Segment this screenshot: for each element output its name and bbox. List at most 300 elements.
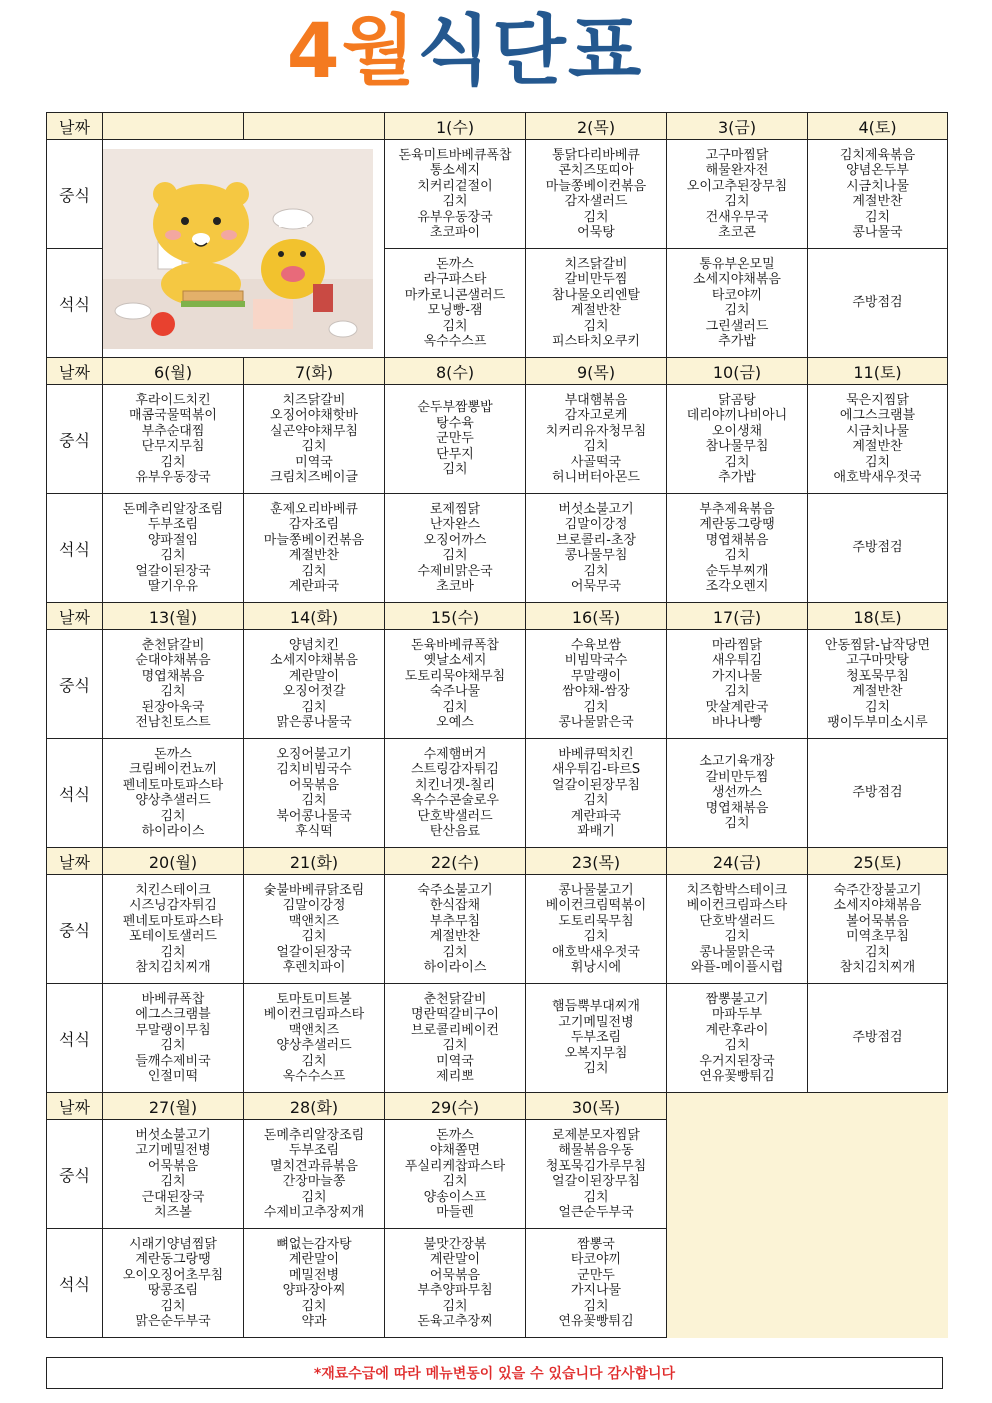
menu-item: 수제비맑은국	[417, 563, 493, 579]
menu-item: 건새우무국	[705, 209, 769, 225]
menu-item: 베이컨크림파스타	[686, 898, 788, 913]
date-cell: 16(목)	[526, 603, 667, 630]
menu-item: 김치	[442, 699, 468, 715]
lunch-menu-cell	[385, 1120, 526, 1229]
illustration-cell	[103, 140, 385, 358]
lunch-menu-cell	[667, 385, 808, 494]
date-cell: 15(수)	[385, 603, 526, 630]
lunch-row	[47, 385, 948, 494]
menu-item: 오징어불고기	[276, 746, 352, 762]
dinner-label: 석식	[47, 249, 103, 358]
menu-item: 짬뽕불고기	[705, 991, 769, 1007]
menu-item: 크림베이컨뇨끼	[129, 762, 217, 777]
menu-item: 계절반찬	[852, 194, 903, 209]
menu-item: 에그스크램블	[839, 408, 916, 423]
menu-item: 된장아욱국	[141, 699, 205, 715]
menu-item: 시금치나물	[846, 423, 909, 439]
dinner-menu-cell	[526, 739, 667, 848]
menu-item: 펜네토마토파스타	[122, 913, 224, 929]
menu-item: 근대된장국	[141, 1189, 205, 1205]
menu-item: 김말이강정	[282, 898, 346, 913]
menu-item: 미역초무침	[846, 929, 909, 944]
lunch-menu-cell	[808, 630, 948, 739]
menu-item: 한식잡채	[429, 898, 481, 913]
menu-item: 오이생채	[711, 423, 763, 439]
menu-item: 탄산음료	[429, 824, 481, 839]
date-row	[47, 113, 948, 140]
menu-item: 수제햄버거	[423, 746, 487, 762]
date-cell: 30(목)	[526, 1093, 667, 1120]
menu-item: 포테이토샐러드	[129, 929, 217, 944]
menu-item: 초코콘	[718, 225, 756, 240]
menu-item: 옥수수스프	[282, 1069, 346, 1084]
menu-item: 야채쫄면	[429, 1143, 481, 1158]
date-label: 날짜	[47, 1093, 103, 1120]
menu-item: 김치	[724, 303, 750, 318]
date-cell: 11(토)	[808, 358, 948, 385]
menu-item: 돈메추리알장조림	[263, 1127, 365, 1143]
dinner-menu-cell	[385, 1229, 526, 1338]
footer-notice: *재료수급에 따라 메뉴변동이 있을 수 있습니다 감사합니다	[46, 1357, 943, 1389]
title-main: 식단표	[417, 6, 644, 95]
menu-item: 돈까스	[436, 256, 474, 272]
date-cell: 1(수)	[385, 113, 526, 140]
menu-item: 김치	[583, 699, 609, 715]
menu-item: 계란동그랑땡	[699, 517, 775, 532]
menu-item: 조각오렌지	[705, 579, 769, 594]
menu-item: 김치	[583, 209, 609, 225]
lunch-menu-cell	[808, 385, 948, 494]
menu-item: 김치	[442, 194, 468, 209]
menu-item: 김치	[160, 454, 186, 470]
lunch-menu-cell	[103, 1120, 244, 1229]
menu-item: 김치	[583, 1061, 609, 1077]
menu-item: 팽이두부미소시루	[827, 715, 928, 730]
menu-item: 김치	[864, 209, 891, 225]
menu-item: 양념치킨	[288, 637, 340, 653]
menu-item: 초코바	[436, 579, 474, 594]
menu-item: 김치	[160, 1038, 186, 1053]
lunch-menu-cell	[526, 385, 667, 494]
menu-item: 고기메밀전병	[558, 1014, 634, 1030]
date-cell: 3(금)	[667, 113, 808, 140]
lunch-menu-cell	[385, 630, 526, 739]
dinner-menu-cell	[244, 1229, 385, 1338]
menu-item: 마라찜닭	[711, 637, 763, 653]
menu-item: 치킨너겟-칠리	[414, 777, 496, 793]
menu-item: 옥수수콘술로우	[411, 793, 499, 808]
menu-item: 해물완자전	[705, 163, 769, 178]
menu-item: 김치	[442, 1298, 468, 1314]
menu-item: 추가밥	[718, 470, 756, 485]
menu-item: 실곤약야채무침	[270, 423, 358, 439]
menu-item: 북어콩나물국	[276, 808, 352, 824]
menu-item: 얼갈이된장무침	[552, 777, 640, 793]
menu-item: 숯불바베큐닭조림	[263, 882, 365, 898]
menu-item: 시금치나물	[846, 178, 909, 194]
menu-item: 콩나물국	[852, 225, 903, 240]
menu-item: 도토리묵야채무침	[404, 668, 506, 684]
menu-item: 김치	[724, 684, 750, 699]
menu-item: 간장마늘쫑	[282, 1174, 346, 1189]
menu-item: 콩나물무침	[564, 548, 628, 563]
menu-item: 청포묵무침	[846, 668, 909, 684]
menu-item: 김치	[583, 1298, 609, 1314]
menu-item: 김치	[160, 548, 186, 563]
lunch-menu-cell	[244, 630, 385, 739]
lunch-menu-cell	[667, 140, 808, 249]
menu-item: 부추제육볶음	[699, 501, 775, 517]
menu-item: 주방점검	[852, 540, 903, 556]
menu-item: 애호박새우젓국	[552, 944, 640, 960]
menu-item: 콩나물맑은국	[699, 944, 775, 960]
menu-item: 멸치견과류볶음	[270, 1158, 358, 1174]
date-label: 날짜	[47, 113, 103, 140]
menu-item: 계란말이	[288, 1252, 340, 1267]
menu-item: 데리야끼나비아니	[686, 408, 788, 423]
menu-item: 김치	[442, 318, 468, 334]
menu-item: 베이컨크림떡볶이	[545, 898, 647, 913]
menu-item: 소고기육개장	[699, 754, 775, 770]
date-cell: 25(토)	[808, 848, 948, 875]
menu-item: 유부우동장국	[417, 209, 493, 225]
menu-item: 김치	[864, 699, 891, 715]
menu-item: 감자고로케	[564, 408, 628, 423]
dinner-menu-cell	[385, 984, 526, 1093]
menu-item: 스트링감자튀김	[411, 762, 499, 777]
date-cell: 29(수)	[385, 1093, 526, 1120]
dinner-row	[47, 494, 948, 603]
menu-item: 계절반찬	[570, 303, 622, 318]
date-cell: 6(월)	[103, 358, 244, 385]
page-title	[0, 6, 930, 96]
lunch-menu-cell	[526, 140, 667, 249]
dinner-menu-cell	[103, 494, 244, 603]
menu-item: 참나물무침	[705, 439, 769, 454]
lunch-menu-cell	[385, 140, 526, 249]
date-cell: 13(월)	[103, 603, 244, 630]
empty-cell	[667, 1093, 808, 1338]
menu-item: 토마토미트볼	[276, 991, 352, 1007]
dinner-row	[47, 739, 948, 848]
menu-item: 뼈없는감자탕	[276, 1236, 352, 1252]
menu-item: 바나나빵	[711, 715, 763, 730]
menu-item: 그린샐러드	[705, 318, 769, 334]
menu-item: 어묵무국	[570, 579, 622, 594]
menu-item: 김치	[583, 563, 609, 579]
menu-item: 맑은콩나물국	[276, 715, 352, 730]
menu-item: 맛살계란국	[705, 699, 769, 715]
lunch-menu-cell	[667, 630, 808, 739]
menu-item: 감자조림	[288, 517, 340, 532]
menu-item: 고기메밀전병	[135, 1143, 211, 1158]
menu-item: 휘낭시에	[570, 960, 622, 975]
menu-item: 맥앤치즈	[288, 913, 340, 929]
menu-item: 김치	[864, 944, 891, 960]
menu-item: 계란파국	[570, 808, 622, 824]
menu-item: 김치	[301, 1053, 327, 1069]
menu-item: 계란말이	[288, 668, 340, 684]
menu-item: 김치	[301, 793, 327, 808]
bear-chef-illustration	[103, 149, 373, 349]
menu-item: 치즈함박스테이크	[686, 882, 788, 898]
menu-item: 타코야끼	[570, 1252, 622, 1267]
menu-item: 초코파이	[429, 225, 481, 240]
title-month: 4월	[286, 6, 418, 95]
menu-item: 푸실리케찹파스타	[404, 1158, 506, 1174]
menu-item: 콩나물맑은국	[558, 715, 634, 730]
lunch-menu-cell	[103, 875, 244, 984]
menu-item: 주방점검	[852, 785, 903, 801]
menu-item: 김치	[301, 1189, 327, 1205]
menu-item: 돈육바베큐폭찹	[411, 637, 499, 653]
menu-item: 어묵볶음	[429, 1267, 481, 1283]
dinner-label: 석식	[47, 984, 103, 1093]
menu-item: 오예스	[436, 715, 474, 730]
menu-item: 두부조림	[570, 1030, 622, 1046]
menu-item: 김치	[301, 439, 327, 454]
menu-item: 우거지된장국	[699, 1053, 775, 1069]
menu-item: 콘치즈또띠아	[558, 163, 634, 178]
dinner-menu-cell	[667, 739, 808, 848]
menu-item: 오이고추된장무침	[686, 178, 788, 194]
menu-item: 마카로니콘샐러드	[404, 287, 506, 303]
menu-item: 순두부찌개	[705, 563, 769, 579]
menu-item: 피스타치오쿠키	[552, 334, 640, 349]
menu-item: 치킨스테이크	[135, 882, 211, 898]
menu-item: 김치	[442, 944, 468, 960]
menu-item: 얼갈이된장국	[276, 944, 352, 960]
menu-item: 바베큐떡치킨	[558, 746, 634, 762]
menu-item: 타코야끼	[711, 287, 763, 303]
dinner-menu-cell	[385, 739, 526, 848]
menu-item: 김치	[442, 548, 468, 563]
lunch-label: 중식	[47, 385, 103, 494]
lunch-menu-cell	[808, 140, 948, 249]
dinner-menu-cell	[103, 739, 244, 848]
menu-item: 통닭다리바베큐	[552, 147, 640, 163]
menu-item: 쌈야채-쌈장	[562, 684, 630, 699]
menu-item: 치커리유자청무침	[545, 423, 647, 439]
menu-item: 통소세지	[429, 163, 481, 178]
menu-item: 무말랭이	[570, 668, 622, 684]
menu-item: 마들렌	[436, 1205, 474, 1220]
menu-item: 김말이강정	[564, 517, 628, 532]
lunch-menu-cell	[667, 875, 808, 984]
menu-item: 계란후라이	[705, 1022, 769, 1038]
menu-item: 시래기양념찜닭	[129, 1236, 217, 1252]
lunch-menu-cell	[385, 875, 526, 984]
menu-item: 제리뽀	[436, 1069, 474, 1084]
meal-plan-table	[46, 112, 948, 1338]
menu-item: 양상추샐러드	[276, 1038, 352, 1053]
menu-item: 모닝빵-잼	[427, 303, 483, 318]
menu-item: 돈육미트바베큐폭찹	[398, 147, 512, 163]
menu-item: 계란말이	[429, 1252, 481, 1267]
menu-item: 주방점검	[852, 1030, 903, 1046]
date-cell: 17(금)	[667, 603, 808, 630]
menu-item: 갈비만두찜	[564, 272, 628, 287]
menu-item: 계란동그랑땡	[135, 1252, 211, 1267]
menu-item: 명엽채볶음	[705, 532, 769, 548]
menu-item: 추가밥	[718, 334, 756, 349]
menu-item: 비빔막국수	[564, 653, 628, 668]
menu-item: 닭곰탕	[718, 392, 756, 408]
dinner-menu-cell	[526, 249, 667, 358]
menu-item: 연유꽃빵튀김	[558, 1314, 634, 1329]
menu-item: 미역국	[295, 454, 333, 470]
menu-item: 애호박새우젓국	[833, 470, 922, 485]
menu-item: 돈육고추장찌	[417, 1314, 493, 1329]
menu-item: 김치제육볶음	[839, 147, 916, 163]
menu-item: 고구마맛탕	[846, 653, 909, 668]
date-cell: 27(월)	[103, 1093, 244, 1120]
menu-item: 김치	[301, 929, 327, 944]
menu-item: 오징어젓갈	[282, 684, 346, 699]
dinner-menu-cell	[667, 984, 808, 1093]
date-cell	[244, 113, 385, 140]
menu-item: 맑은순두부국	[135, 1314, 211, 1329]
menu-item: 치즈닭갈비	[282, 392, 346, 408]
date-cell: 22(수)	[385, 848, 526, 875]
menu-item: 볼어묵볶음	[846, 913, 909, 929]
menu-item: 김치	[442, 1038, 468, 1053]
menu-item: 브로콜리-초장	[555, 532, 637, 548]
menu-item: 수육보쌈	[570, 637, 622, 653]
menu-item: 무말랭이무침	[135, 1022, 211, 1038]
menu-item: 두부조림	[288, 1143, 340, 1158]
menu-item: 맥앤치즈	[288, 1022, 340, 1038]
menu-item: 군만두	[577, 1267, 615, 1283]
date-cell: 2(목)	[526, 113, 667, 140]
date-cell: 4(토)	[808, 113, 948, 140]
menu-item: 안동찜닭-납작당면	[824, 637, 931, 653]
dinner-menu-cell	[244, 494, 385, 603]
dinner-menu-cell	[103, 1229, 244, 1338]
menu-item: 버섯소불고기	[558, 501, 634, 517]
menu-item: 김치	[583, 318, 609, 334]
date-row	[47, 603, 948, 630]
menu-item: 새우튀김	[711, 653, 763, 668]
menu-item: 김치	[442, 462, 468, 478]
menu-item: 김치	[160, 1174, 186, 1189]
menu-item: 치커리겉절이	[417, 178, 493, 194]
date-cell	[103, 113, 244, 140]
menu-item: 꽈배기	[577, 824, 615, 839]
lunch-label: 중식	[47, 875, 103, 984]
menu-item: 계절반찬	[852, 684, 903, 699]
menu-item: 단무지	[436, 446, 474, 462]
menu-item: 바베큐폭찹	[141, 991, 205, 1007]
menu-item: 수제비고추장찌개	[263, 1205, 365, 1220]
lunch-menu-cell	[808, 875, 948, 984]
menu-item: 주방점검	[852, 295, 903, 311]
menu-item: 얼갈이된장무침	[552, 1174, 640, 1189]
menu-item: 참치김치찌개	[839, 960, 916, 975]
menu-item: 옛날소세지	[423, 653, 487, 668]
empty-cell	[808, 1093, 948, 1338]
menu-item: 크림치즈베이글	[270, 470, 358, 485]
menu-item: 어묵탕	[577, 225, 615, 240]
lunch-row	[47, 140, 948, 249]
dinner-menu-cell	[526, 494, 667, 603]
dinner-menu-cell	[808, 739, 948, 848]
menu-item: 돈까스	[154, 746, 192, 762]
menu-item: 오징어야채핫바	[270, 408, 358, 423]
menu-item: 하이라이스	[423, 960, 487, 975]
menu-item: 참치김치찌개	[135, 960, 211, 975]
menu-item: 김치	[724, 929, 750, 944]
dinner-menu-cell	[667, 494, 808, 603]
menu-item: 양념온두부	[846, 163, 909, 178]
menu-item: 얼큰순두부국	[558, 1205, 634, 1220]
menu-item: 김치	[583, 439, 609, 454]
menu-item: 부추무침	[429, 913, 481, 929]
menu-item: 두부조림	[147, 517, 199, 532]
menu-item: 김치	[160, 808, 186, 824]
dinner-menu-cell	[808, 249, 948, 358]
menu-item: 어묵볶음	[147, 1158, 199, 1174]
menu-item: 후식떡	[295, 824, 333, 839]
menu-item: 불맛간장볶	[423, 1236, 487, 1252]
date-cell: 20(월)	[103, 848, 244, 875]
menu-item: 들깨수제비국	[135, 1053, 211, 1069]
menu-item: 치즈닭갈비	[564, 256, 628, 272]
menu-item: 콩나물불고기	[558, 882, 634, 898]
menu-item: 숙주나물	[429, 684, 481, 699]
menu-item: 후라이드치킨	[135, 392, 211, 408]
menu-item: 김치	[724, 816, 750, 832]
menu-item: 유부우동장국	[135, 470, 211, 485]
menu-item: 단무지무침	[141, 439, 205, 454]
lunch-menu-cell	[526, 630, 667, 739]
dinner-menu-cell	[385, 494, 526, 603]
menu-item: 김치	[864, 454, 891, 470]
menu-item: 로제찜닭	[429, 501, 481, 517]
lunch-menu-cell	[526, 1120, 667, 1229]
date-row	[47, 358, 948, 385]
menu-item: 통유부온모밀	[699, 256, 775, 272]
menu-item: 고구마찜닭	[705, 147, 769, 163]
date-cell: 23(목)	[526, 848, 667, 875]
menu-item: 김치	[160, 1298, 186, 1314]
menu-item: 부추순대찜	[141, 423, 205, 439]
menu-item: 오복지무침	[564, 1045, 628, 1061]
lunch-row	[47, 630, 948, 739]
menu-item: 가지나물	[570, 1283, 622, 1298]
date-cell: 9(목)	[526, 358, 667, 385]
dinner-label: 석식	[47, 494, 103, 603]
menu-item: 허니버터아몬드	[552, 470, 640, 485]
dinner-row	[47, 984, 948, 1093]
menu-item: 마늘쫑베이컨볶음	[545, 178, 647, 194]
menu-item: 소세지야채볶음	[693, 272, 781, 287]
menu-item: 김치	[583, 1189, 609, 1205]
lunch-menu-cell	[244, 1120, 385, 1229]
menu-item: 명엽채볶음	[141, 668, 205, 684]
menu-item: 양파장아찌	[282, 1283, 346, 1298]
menu-item: 청포묵김가루무침	[545, 1158, 647, 1174]
menu-item: 치즈볼	[154, 1205, 192, 1220]
menu-item: 김치	[724, 454, 750, 470]
menu-item: 김치	[724, 1038, 750, 1053]
menu-item: 김치	[724, 548, 750, 563]
dinner-menu-cell	[808, 494, 948, 603]
menu-item: 베이컨크림파스타	[263, 1007, 365, 1022]
menu-item: 땅콩조림	[147, 1283, 199, 1298]
menu-item: 메밀전병	[288, 1267, 340, 1283]
menu-item: 숙주간장불고기	[833, 882, 922, 898]
